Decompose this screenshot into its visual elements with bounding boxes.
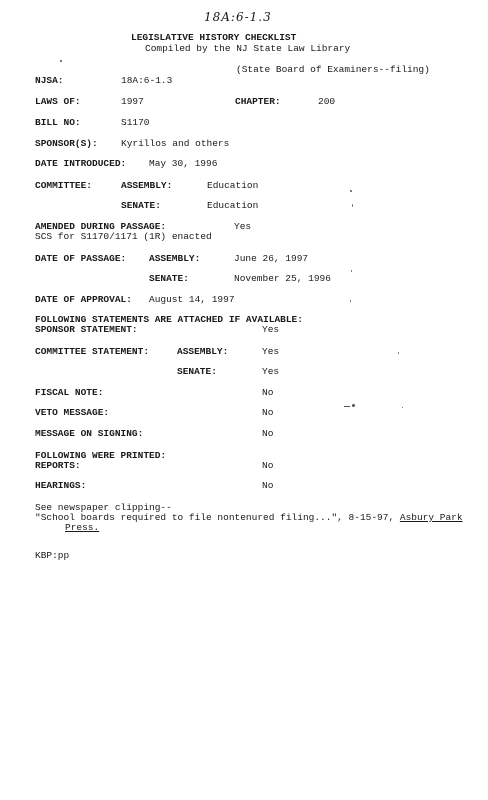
committee-label: COMMITTEE: <box>35 180 93 191</box>
sponsors-label: SPONSOR(S): <box>35 138 98 149</box>
passage-assembly-value: June 26, 1997 <box>234 253 309 264</box>
handwritten-statute-ref: 18A:6-1.3 <box>204 10 272 24</box>
committee-statement-assembly-value: Yes <box>262 346 280 357</box>
typist-initials: KBP:pp <box>35 550 70 561</box>
committee-senate-value: Education <box>207 200 259 211</box>
fiscal-note-value: No <box>262 387 274 398</box>
date-of-approval-value: August 14, 1997 <box>149 294 235 305</box>
date-of-passage-label: DATE OF PASSAGE: <box>35 253 127 264</box>
date-introduced-value: May 30, 1996 <box>149 158 218 169</box>
hearings-value: No <box>262 480 274 491</box>
sponsor-statement-label: SPONSOR STATEMENT: <box>35 324 138 335</box>
scan-speck <box>351 270 352 272</box>
scan-speck <box>352 404 355 407</box>
newspaper-headline: "School boards required to file nontenured filing...", 8-15-97, <box>35 512 395 523</box>
scan-speck <box>398 352 399 354</box>
newspaper-source-part2: Press. <box>65 522 100 533</box>
statements-heading: FOLLOWING STATEMENTS ARE ATTACHED IF AVAILABLE: <box>35 314 303 325</box>
fiscal-note-label: FISCAL NOTE: <box>35 387 104 398</box>
laws-of-label: LAWS OF: <box>35 96 81 107</box>
reports-label: REPORTS: <box>35 460 81 471</box>
committee-statement-assembly-label: ASSEMBLY: <box>177 346 229 357</box>
committee-statement-senate-value: Yes <box>262 366 280 377</box>
scan-speck <box>402 407 403 408</box>
sponsors-value: Kyrillos and others <box>121 138 230 149</box>
chapter-value: 200 <box>318 96 336 107</box>
scan-speck <box>60 60 62 62</box>
hearings-label: HEARINGS: <box>35 480 87 491</box>
njsa-label: NJSA: <box>35 75 64 86</box>
sponsor-statement-value: Yes <box>262 324 280 335</box>
date-of-approval-label: DATE OF APPROVAL: <box>35 294 132 305</box>
newspaper-intro: See newspaper clipping-- <box>35 502 172 513</box>
newspaper-source-part1: Asbury Park <box>399 512 463 523</box>
committee-senate-label: SENATE: <box>121 200 161 211</box>
scan-speck <box>350 300 351 302</box>
committee-assembly-label: ASSEMBLY: <box>121 180 173 191</box>
message-on-signing-label: MESSAGE ON SIGNING: <box>35 428 144 439</box>
bill-no-label: BILL NO: <box>35 117 81 128</box>
bill-no-value: S1170 <box>121 117 150 128</box>
laws-of-value: 1997 <box>121 96 144 107</box>
passage-assembly-label: ASSEMBLY: <box>149 253 201 264</box>
date-introduced-label: DATE INTRODUCED: <box>35 158 127 169</box>
subject-line: (State Board of Examiners--filing) <box>236 64 430 75</box>
veto-message-label: VETO MESSAGE: <box>35 407 110 418</box>
message-on-signing-value: No <box>262 428 274 439</box>
passage-senate-label: SENATE: <box>149 273 189 284</box>
committee-assembly-value: Education <box>207 180 259 191</box>
njsa-value: 18A:6-1.3 <box>121 75 173 86</box>
passage-senate-value: November 25, 1996 <box>234 273 331 284</box>
committee-statement-senate-label: SENATE: <box>177 366 217 377</box>
chapter-label: CHAPTER: <box>235 96 281 107</box>
committee-statement-label: COMMITTEE STATEMENT: <box>35 346 150 357</box>
page-title: LEGISLATIVE HISTORY CHECKLIST <box>131 32 297 43</box>
scan-speck <box>350 190 352 192</box>
reports-value: No <box>262 460 274 471</box>
veto-message-value: No <box>262 407 274 418</box>
scan-speck <box>344 406 350 407</box>
amended-note: SCS for S1170/1171 (1R) enacted <box>35 231 212 242</box>
scan-speck <box>352 204 353 207</box>
amended-label: AMENDED DURING PASSAGE: <box>35 221 167 232</box>
page-subtitle: Compiled by the NJ State Law Library <box>145 43 351 54</box>
printed-heading: FOLLOWING WERE PRINTED: <box>35 450 167 461</box>
amended-value: Yes <box>234 221 252 232</box>
